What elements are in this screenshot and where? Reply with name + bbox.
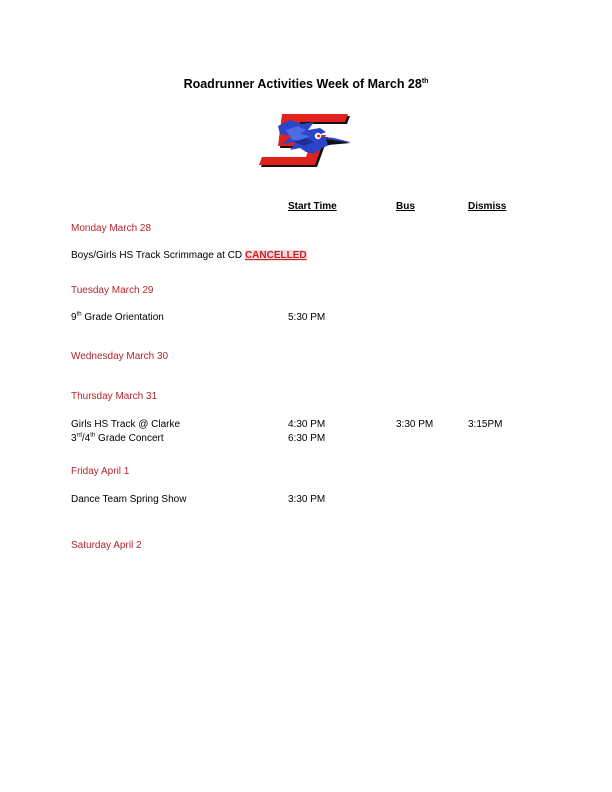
event-start-time: 3:30 PM bbox=[288, 494, 326, 505]
event-start-time: 4:30 PM bbox=[288, 419, 326, 430]
roadrunner-s-logo bbox=[256, 112, 352, 170]
column-header-start-time: Start Time bbox=[288, 201, 337, 212]
page-title: Roadrunner Activities Week of March 28th bbox=[183, 77, 429, 91]
event-start-time: 6:30 PM bbox=[288, 433, 326, 444]
event-name: 9th Grade Orientation bbox=[71, 311, 164, 323]
day-heading-friday: Friday April 1 bbox=[71, 466, 130, 477]
day-heading-thursday: Thursday March 31 bbox=[71, 391, 158, 402]
event-name: Dance Team Spring Show bbox=[71, 494, 187, 505]
event-name: 3rd/4th Grade Concert bbox=[71, 432, 164, 444]
event-name: Boys/Girls HS Track Scrimmage at CD CANCELLED bbox=[71, 250, 307, 261]
day-heading-saturday: Saturday April 2 bbox=[71, 540, 142, 551]
day-heading-monday: Monday March 28 bbox=[71, 223, 152, 234]
event-start-time: 5:30 PM bbox=[288, 312, 326, 323]
day-heading-wednesday: Wednesday March 30 bbox=[71, 351, 169, 362]
event-dismiss-time: 3:15PM bbox=[468, 419, 503, 430]
day-heading-tuesday: Tuesday March 29 bbox=[71, 285, 154, 296]
event-name: Girls HS Track @ Clarke bbox=[71, 419, 181, 430]
column-header-bus: Bus bbox=[396, 201, 415, 212]
cancelled-badge: CANCELLED bbox=[244, 250, 307, 261]
event-bus-time: 3:30 PM bbox=[396, 419, 434, 430]
column-header-dismiss: Dismiss bbox=[468, 201, 507, 212]
